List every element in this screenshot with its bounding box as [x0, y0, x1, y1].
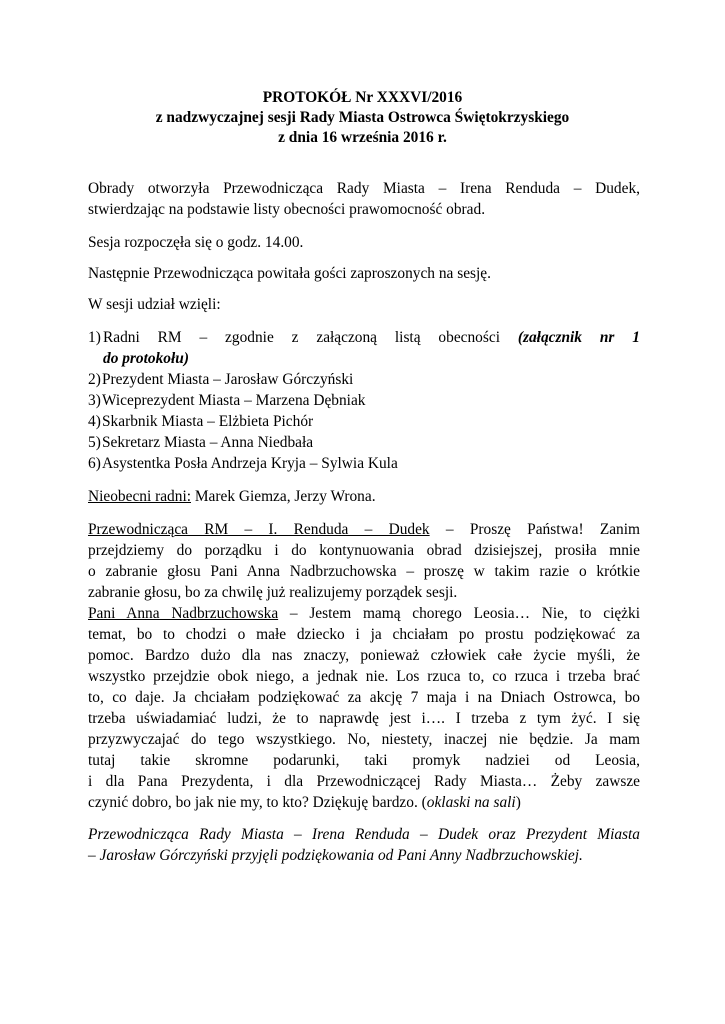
guest-statement [88, 603, 640, 813]
applause-note: oklaski na sali [426, 794, 516, 811]
paragraph-line: temat, bo to chodzi o małe dziecko i ja chciałam po prostu podziękować za [88, 626, 640, 643]
paragraph-line: zabranie głosu, bo za chwilę już realizujemy porządek sesji. [88, 584, 458, 601]
list-item [88, 432, 640, 453]
paragraph-line [88, 519, 640, 540]
list-number: 5) [88, 434, 101, 451]
paragraph-line: Przewodnicząca Rady Miasta – Irena Renduda – Dudek oraz Prezydent Miasta [88, 826, 640, 843]
paragraph-line: wszystko przejdzie obok niego, a jednak nie. Los rzuca to, co rzuca i trzeba brać [88, 668, 640, 685]
absent-councillors [88, 486, 640, 507]
absent-names: Marek Giemza, Jerzy Wrona. [191, 488, 376, 505]
list-number: 3) [88, 392, 101, 409]
speaker-name: Przewodnicząca RM – I. Renduda – Dudek [88, 521, 430, 538]
list-number: 1) [88, 329, 101, 346]
statement-text: – Jestem mamą chorego Leosia… Nie, to ciężki [278, 605, 640, 622]
paragraph-line: o zabranie głosu Pani Anna Nadbrzuchowska – proszę w takim razie o krótkie [88, 563, 640, 580]
paragraph-line [88, 792, 640, 813]
list-item-label: Wiceprezydent Miasta – Marzena Dębniak [102, 392, 366, 409]
list-item [88, 369, 640, 390]
speaker-name: Pani Anna Nadbrzuchowska [88, 605, 279, 622]
session-subtitle: z nadzwyczajnej sesji Rady Miasta Ostrowca Świętokrzyskiego [155, 109, 570, 126]
paragraph-line: Obrady otworzyła Przewodnicząca Rady Miasta – Irena Renduda – Dudek, [88, 180, 640, 197]
paragraph-line: – Jarosław Górczyński przyjęli podziękowania od Pani Anny Nadbrzuchowskiej. [88, 847, 583, 864]
statement-text: ) [515, 794, 521, 811]
opening-paragraph-end [88, 199, 640, 220]
statement-text: – Proszę Państwa! Zanim [429, 521, 641, 538]
closing-note [88, 824, 640, 866]
paragraph-line: przejdziemy do porządku i do kontynuowania obrad dzisiejszej, prosiła mnie [88, 542, 640, 559]
list-item [88, 411, 640, 432]
list-item-label: Prezydent Miasta – Jarosław Górczyński [102, 371, 354, 388]
list-number: 4) [88, 413, 101, 430]
session-start-paragraph: Sesja rozpoczęła się o godz. 14.00. [88, 234, 304, 251]
session-date: z dnia 16 września 2016 r. [278, 129, 447, 146]
list-item-label: Asystentka Posła Andrzeja Kryja – Sylwia Kula [102, 455, 398, 472]
list-number: 2) [88, 371, 101, 388]
paragraph-line: stwierdzając na podstawie listy obecności prawomocność obrad. [88, 201, 486, 218]
attachment-note-cont: do protokołu) [103, 350, 189, 367]
chair-statement [88, 519, 640, 603]
attachment-note: (załącznik nr 1 [517, 329, 640, 346]
protocol-title: PROTOKÓŁ Nr XXXVI/2016 [262, 89, 463, 106]
list-item-label: Skarbnik Miasta – Elżbieta Pichór [102, 413, 314, 430]
opening-paragraph [88, 178, 640, 199]
greeting-paragraph: Następnie Przewodnicząca powitała gości zaproszonych na sesję. [88, 265, 491, 282]
list-item [88, 453, 640, 474]
paragraph-line: pomoc. Bardzo dużo dla nas znaczy, ponieważ człowiek całe życie myśli, że [88, 647, 640, 664]
paragraph-line: i dla Pana Prezydenta, i dla Przewodniczącej Rady Miasta… Żeby zawsze [88, 773, 640, 790]
list-item-label: Sekretarz Miasta – Anna Niedbała [102, 434, 314, 451]
participants-heading: W sesji udział wzięli: [88, 296, 221, 313]
absent-label: Nieobecni radni: [88, 488, 191, 505]
paragraph-line: przyzwyczajać do tego wszystkiego. No, niestety, inaczej nie będzie. Ja mam [88, 731, 640, 748]
paragraph-line: to, co daje. Ja chciałam podziękować za akcję 7 maja i na Dniach Ostrowca, bo [88, 689, 640, 706]
list-item [88, 390, 640, 411]
list-number: 6) [88, 455, 101, 472]
paragraph-line: trzeba uświadamiać ludzi, że to naprawdę jest i…. I trzeba z tym żyć. I się [88, 710, 640, 727]
statement-text: czynić dobro, bo jak nie my, to kto? Dziękuję bardzo. ( [88, 794, 427, 811]
paragraph-line: tutaj takie skromne podarunki, taki promyk nadziei od Leosia, [88, 752, 640, 769]
list-item-label: Radni RM – zgodnie z załączoną listą obecności [103, 329, 518, 346]
paragraph-line [88, 603, 640, 624]
list-item-text [103, 327, 640, 348]
